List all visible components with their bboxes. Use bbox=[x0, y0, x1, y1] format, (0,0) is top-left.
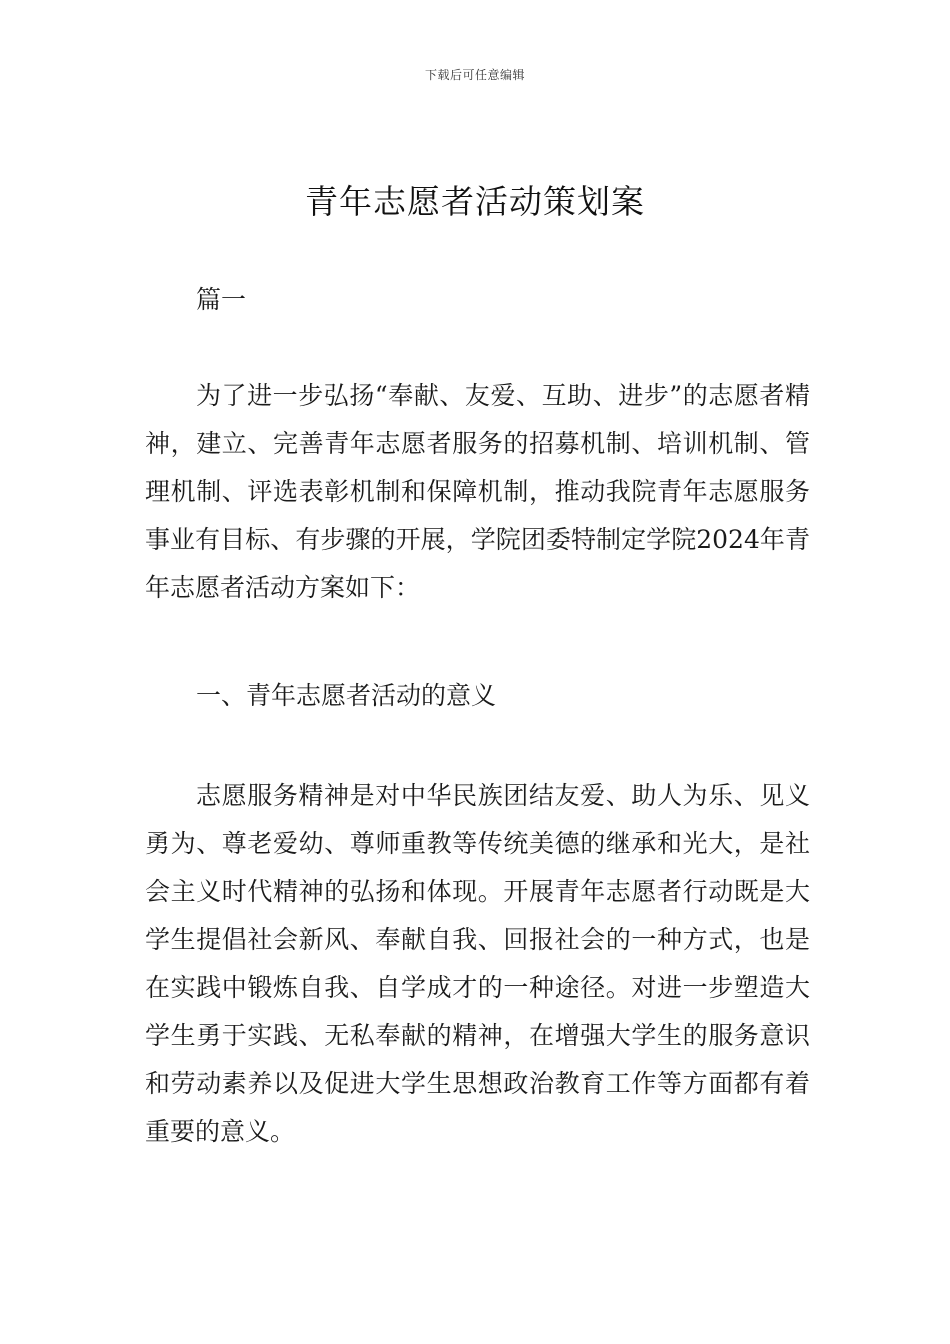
part-label: 篇一 bbox=[196, 285, 247, 314]
section-heading: 一、青年志愿者活动的意义 bbox=[196, 681, 497, 710]
intro-paragraph: 为了进一步弘扬“奉献、友爱、互助、进步”的志愿者精神，建立、完善青年志愿者服务的招募机制、培训机制、管理机制、评选表彰机制和保障机制，推动我院青年志愿服务事业有目标、有步骤的开展，学院团委特制定学院2024年青年志愿者活动方案如下： bbox=[145, 381, 810, 602]
document-title: 青年志愿者活动策划案 bbox=[305, 182, 645, 221]
header-note: 下载后可任意编辑 bbox=[424, 68, 525, 82]
section-paragraph: 志愿服务精神是对中华民族团结友爱、助人为乐、见义勇为、尊老爱幼、尊师重教等传统美德的继承和光大，是社会主义时代精神的弘扬和体现。开展青年志愿者行动既是大学生提倡社会新风、奉献自我、回报社会的一种方式，也是在实践中锻炼自我、自学成才的一种途径。对进一步塑造大学生勇于实践、无私奉献的精神，在增强大学生的服务意识和劳动素养以及促进大学生思想政治教育工作等方面都有着重要的意义。 bbox=[145, 781, 810, 1146]
